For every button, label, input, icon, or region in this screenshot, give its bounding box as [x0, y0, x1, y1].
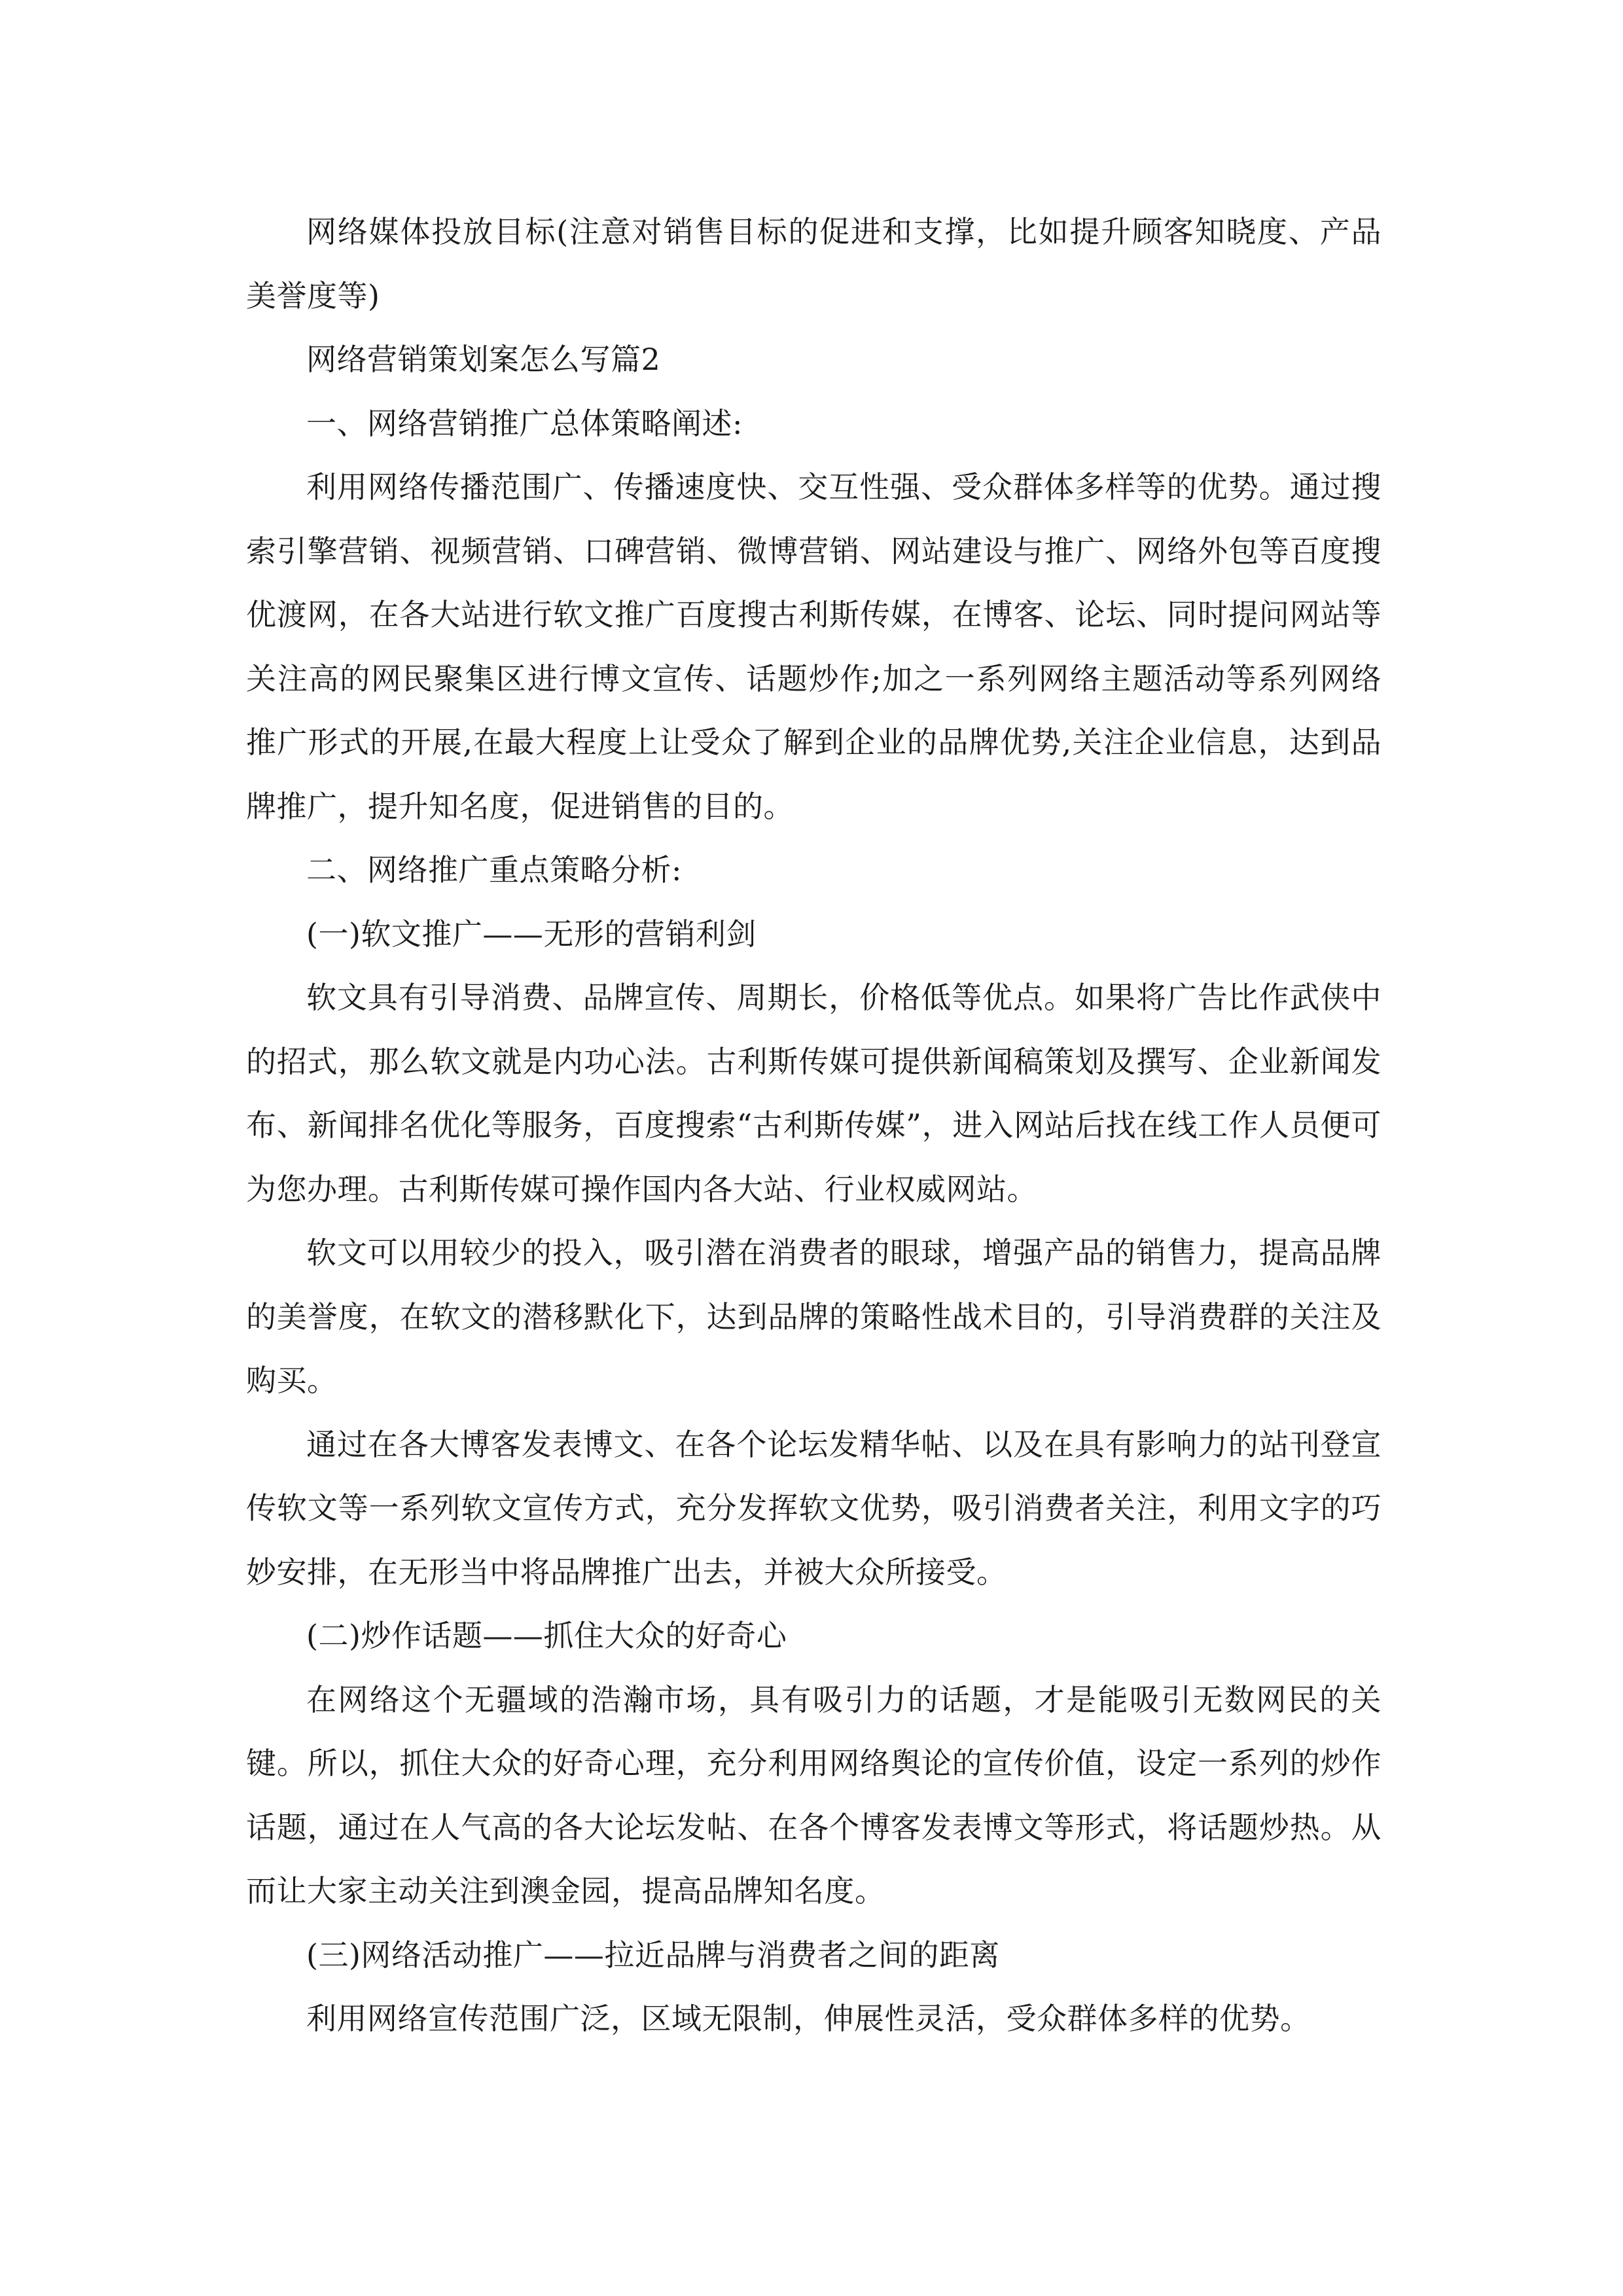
heading-overall-strategy: 一、网络营销推广总体策略阐述: — [306, 405, 743, 441]
heading-key-strategy: 二、网络推广重点策略分析: — [306, 852, 682, 888]
paragraph-online-activities: 利用网络宣传范围广泛，区域无限制，伸展性灵活，受众群体多样的优势。 — [306, 2001, 1311, 2036]
paragraph-soft-article-2: 软文可以用较少的投入，吸引潜在消费者的眼球，增强产品的销售力，提高品牌的美誉度，在软文的潜移默化下，达到品牌的策略性战术目的，引导消费群的关注及购买。 — [246, 1235, 1382, 1398]
paragraph-soft-article-3: 通过在各大博客发表博文、在各个论坛发精华帖、以及在具有影响力的站刊登宣传软文等一系列软文宣传方式，充分发挥软文优势，吸引消费者关注，利用文字的巧妙安排，在无形当中将品牌推广出去，并被大众所接受。 — [246, 1426, 1382, 1590]
paragraph-media-goal: 网络媒体投放目标(注意对销售目标的促进和支撑，比如提升顾客知晓度、产品美誉度等) — [246, 214, 1382, 314]
section-title: 网络营销策划案怎么写篇2 — [306, 342, 661, 377]
document-body — [246, 200, 1382, 2051]
paragraph-overall-strategy: 利用网络传播范围广、传播速度快、交互性强、受众群体多样等的优势。通过搜索引擎营销、视频营销、口碑营销、微博营销、网站建设与推广、网络外包等百度搜优渡网，在各大站进行软文推广百度搜古利斯传媒，在博客、论坛、同时提问网站等关注高的网民聚集区进行博文宣传、话题炒作;加之一系列网络主题活动等系列网络推广形式的开展,在最大程度上让受众了解到企业的品牌优势,关注企业信息，达到品牌推广，提升知名度，促进销售的目的。 — [246, 469, 1382, 824]
heading-hot-topics: (二)炒作话题——抓住大众的好奇心 — [306, 1618, 787, 1653]
heading-soft-article: (一)软文推广——无形的营销利剑 — [306, 916, 757, 952]
heading-online-activities: (三)网络活动推广——拉近品牌与消费者之间的距离 — [306, 1937, 1000, 1973]
paragraph-hot-topics: 在网络这个无疆域的浩瀚市场，具有吸引力的话题，才是能吸引无数网民的关键。所以，抓住大众的好奇心理，充分利用网络舆论的宣传价值，设定一系列的炒作话题，通过在人气高的各大论坛发帖、在各个博客发表博文等形式，将话题炒热。从而让大家主动关注到澳金园，提高品牌知名度。 — [246, 1681, 1382, 1909]
paragraph-soft-article-1: 软文具有引导消费、品牌宣传、周期长，价格低等优点。如果将广告比作武侠中的招式，那么软文就是内功心法。古利斯传媒可提供新闻稿策划及撰写、企业新闻发布、新闻排名优化等服务，百度搜索“古利斯传媒”，进入网站后找在线工作人员便可为您办理。古利斯传媒可操作国内各大站、行业权威网站。 — [246, 980, 1382, 1207]
